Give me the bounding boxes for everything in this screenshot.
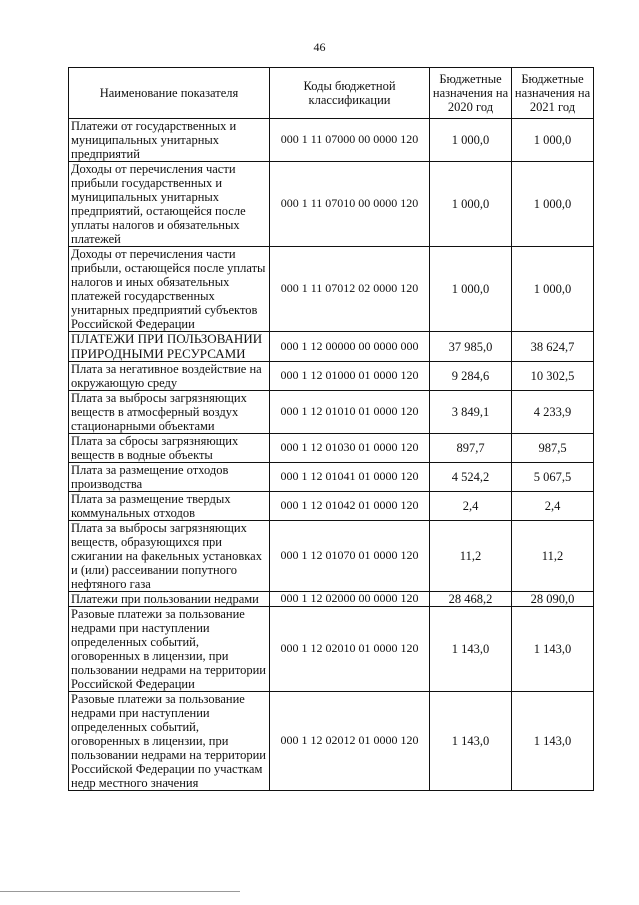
- row-code: 000 1 11 07012 02 0000 120: [270, 247, 430, 332]
- row-2020: 1 000,0: [430, 119, 512, 162]
- table-row: [69, 592, 594, 607]
- row-name: Плата за выбросы загрязняющих веществ, образующихся при сжигании на факельных установках и (или) рассеивании попутного нефтяного газа: [69, 521, 270, 592]
- row-2021: 11,2: [512, 521, 594, 592]
- row-2021: 4 233,9: [512, 391, 594, 434]
- row-2020: 9 284,6: [430, 362, 512, 391]
- row-code: 000 1 11 07010 00 0000 120: [270, 162, 430, 247]
- row-2021: 2,4: [512, 492, 594, 521]
- row-name: Разовые платежи за пользование недрами при наступлении определенных событий, оговоренных в лицензии, при пользовании недрами на территории Российской Федерации: [69, 607, 270, 692]
- row-code: 000 1 12 02000 00 0000 120: [270, 592, 430, 607]
- row-2020: 897,7: [430, 434, 512, 463]
- table-row: [69, 434, 594, 463]
- table-row: [69, 362, 594, 391]
- table-row: [69, 162, 594, 247]
- row-code: 000 1 12 01070 01 0000 120: [270, 521, 430, 592]
- table-row: [69, 607, 594, 692]
- footer-divider: [0, 891, 240, 892]
- row-code: 000 1 12 01030 01 0000 120: [270, 434, 430, 463]
- row-2021: 987,5: [512, 434, 594, 463]
- header-2020: Бюджетные назначения на 2020 год: [430, 68, 512, 119]
- row-name: Платежи от государственных и муниципальных унитарных предприятий: [69, 119, 270, 162]
- row-2020: 37 985,0: [430, 332, 512, 362]
- table-row: [69, 521, 594, 592]
- header-code: Коды бюджетной классификации: [270, 68, 430, 119]
- row-2021: 1 000,0: [512, 247, 594, 332]
- row-code: 000 1 12 01010 01 0000 120: [270, 391, 430, 434]
- row-2020: 11,2: [430, 521, 512, 592]
- row-2020: 1 143,0: [430, 692, 512, 791]
- table-row: [69, 391, 594, 434]
- row-name: Плата за выбросы загрязняющих веществ в атмосферный воздух стационарными объектами: [69, 391, 270, 434]
- row-code: 000 1 12 02010 01 0000 120: [270, 607, 430, 692]
- row-code: 000 1 12 01000 01 0000 120: [270, 362, 430, 391]
- row-name: Плата за сбросы загрязняющих веществ в водные объекты: [69, 434, 270, 463]
- table-row: [69, 492, 594, 521]
- row-code: 000 1 12 00000 00 0000 000: [270, 332, 430, 362]
- row-name: Плата за размещение отходов производства: [69, 463, 270, 492]
- row-2021: 10 302,5: [512, 362, 594, 391]
- row-code: 000 1 12 02012 01 0000 120: [270, 692, 430, 791]
- row-code: 000 1 12 01041 01 0000 120: [270, 463, 430, 492]
- row-name: Доходы от перечисления части прибыли государственных и муниципальных унитарных предприятий, остающейся после уплаты налогов и обязательных платежей: [69, 162, 270, 247]
- row-name: ПЛАТЕЖИ ПРИ ПОЛЬЗОВАНИИ ПРИРОДНЫМИ РЕСУРСАМИ: [69, 332, 270, 362]
- row-name: Плата за негативное воздействие на окружающую среду: [69, 362, 270, 391]
- row-code: 000 1 12 01042 01 0000 120: [270, 492, 430, 521]
- table-row: [69, 119, 594, 162]
- table-header-row: [69, 68, 594, 119]
- row-2020: 2,4: [430, 492, 512, 521]
- row-2020: 28 468,2: [430, 592, 512, 607]
- row-name: Разовые платежи за пользование недрами при наступлении определенных событий, оговоренных в лицензии, при пользовании недрами на территории Российской Федерации по участкам недр местного значения: [69, 692, 270, 791]
- row-2021: 28 090,0: [512, 592, 594, 607]
- budget-table: [68, 67, 594, 791]
- row-2020: 1 000,0: [430, 247, 512, 332]
- row-name: Доходы от перечисления части прибыли, остающейся после уплаты налогов и иных обязательных платежей государственных унитарных предприятий субъектов Российской Федерации: [69, 247, 270, 332]
- header-name: Наименование показателя: [69, 68, 270, 119]
- row-2020: 1 143,0: [430, 607, 512, 692]
- row-2021: 38 624,7: [512, 332, 594, 362]
- row-2021: 1 000,0: [512, 119, 594, 162]
- row-2021: 1 143,0: [512, 692, 594, 791]
- row-2021: 1 143,0: [512, 607, 594, 692]
- table-row: [69, 463, 594, 492]
- row-2020: 1 000,0: [430, 162, 512, 247]
- header-2021: Бюджетные назначения на 2021 год: [512, 68, 594, 119]
- page-number: 46: [313, 40, 326, 54]
- row-2021: 5 067,5: [512, 463, 594, 492]
- row-name: Платежи при пользовании недрами: [69, 592, 270, 607]
- table-row: [69, 332, 594, 362]
- table-row: [69, 247, 594, 332]
- row-code: 000 1 11 07000 00 0000 120: [270, 119, 430, 162]
- row-name: Плата за размещение твердых коммунальных отходов: [69, 492, 270, 521]
- row-2020: 4 524,2: [430, 463, 512, 492]
- row-2021: 1 000,0: [512, 162, 594, 247]
- row-2020: 3 849,1: [430, 391, 512, 434]
- table-row: [69, 692, 594, 791]
